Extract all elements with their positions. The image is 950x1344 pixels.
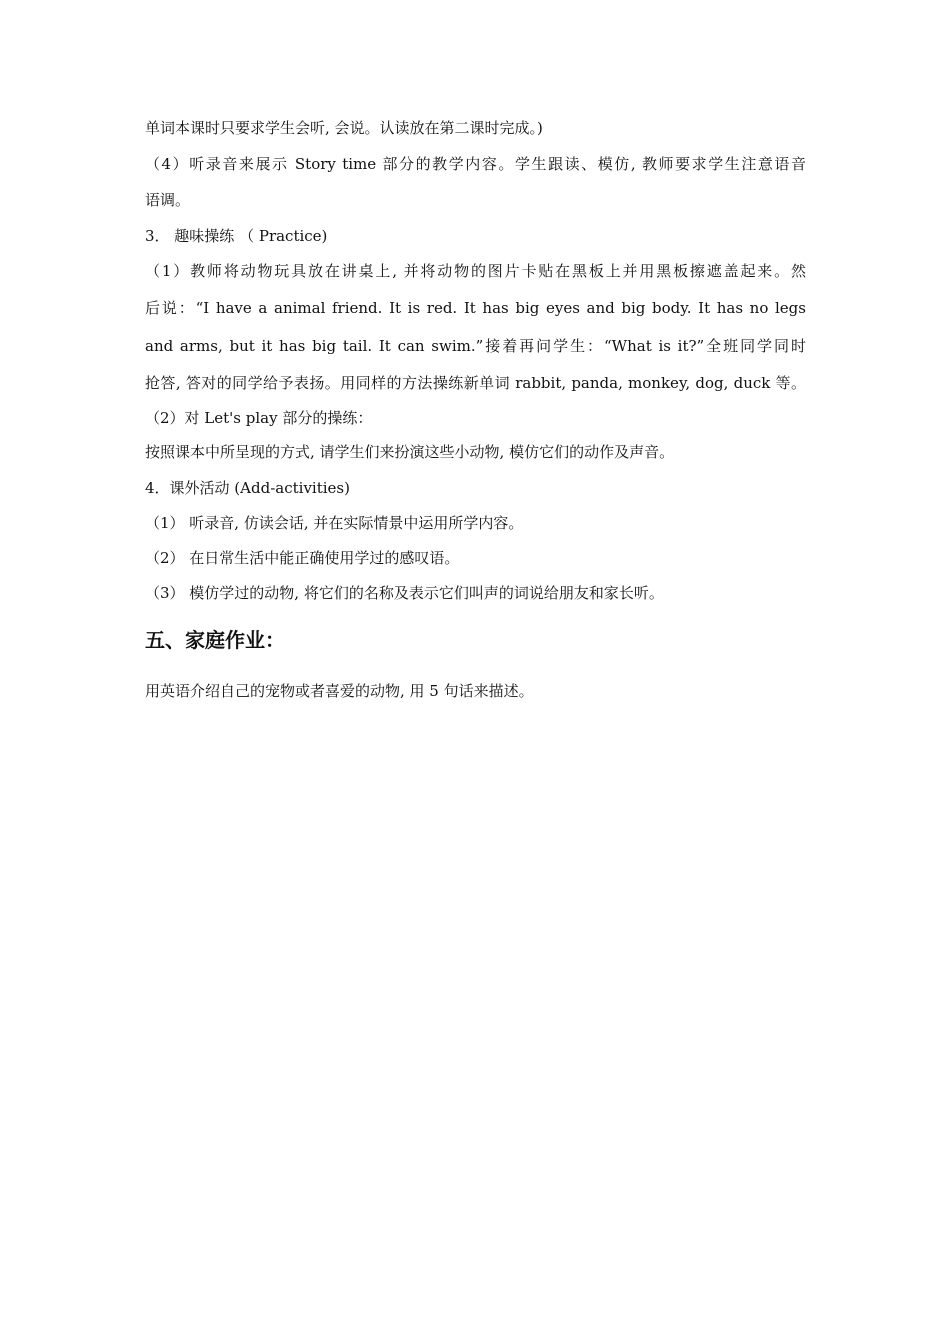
text-line-3: 语调。 <box>145 191 191 209</box>
activity-item-1: （1） 听录音, 仿读会话, 并在实际情景中运用所学内容。 <box>145 514 524 532</box>
homework-text: 用英语介绍自己的宠物或者喜爱的动物, 用 5 句话来描述。 <box>145 682 534 700</box>
text-line-9: （2）对 Let's play 部分的操练： <box>145 409 373 427</box>
activity-item-2: （2） 在日常生活中能正确使用学过的感叹语。 <box>145 549 460 567</box>
text-line-10: 按照课本中所呈现的方式, 请学生们来扮演这些小动物, 模仿它们的动作及声音。 <box>145 443 675 461</box>
text-line-7: and arms, but it has big tail. It can swim.”接着再问学生：“What is it?”全班同学同时 <box>145 337 806 355</box>
text-line-1: 单词本课时只要求学生会听, 会说。认读放在第二课时完成。) <box>145 119 543 137</box>
text-line-5: （1）教师将动物玩具放在讲桌上, 并将动物的图片卡贴在黑板上并用黑板擦遮盖起来。然 <box>145 262 806 280</box>
section-3-title: 3． 趣味操练 （ Practice) <box>145 227 328 245</box>
homework-heading: 五、家庭作业： <box>145 628 285 652</box>
section-4-title: 4．课外活动 (Add-activities) <box>145 479 350 497</box>
text-line-8: 抢答, 答对的同学给予表扬。用同样的方法操练新单词 rabbit, panda, monkey, dog, duck 等。 <box>145 374 806 392</box>
text-line-2: （4）听录音来展示 Story time 部分的教学内容。学生跟读、模仿, 教师要求学生注意语音 <box>145 155 806 173</box>
text-line-6: 后说：“I have a animal friend. It is red. It has big eyes and big body. It has no legs <box>145 299 806 317</box>
activity-item-3: （3） 模仿学过的动物, 将它们的名称及表示它们叫声的词说给朋友和家长听。 <box>145 584 664 602</box>
